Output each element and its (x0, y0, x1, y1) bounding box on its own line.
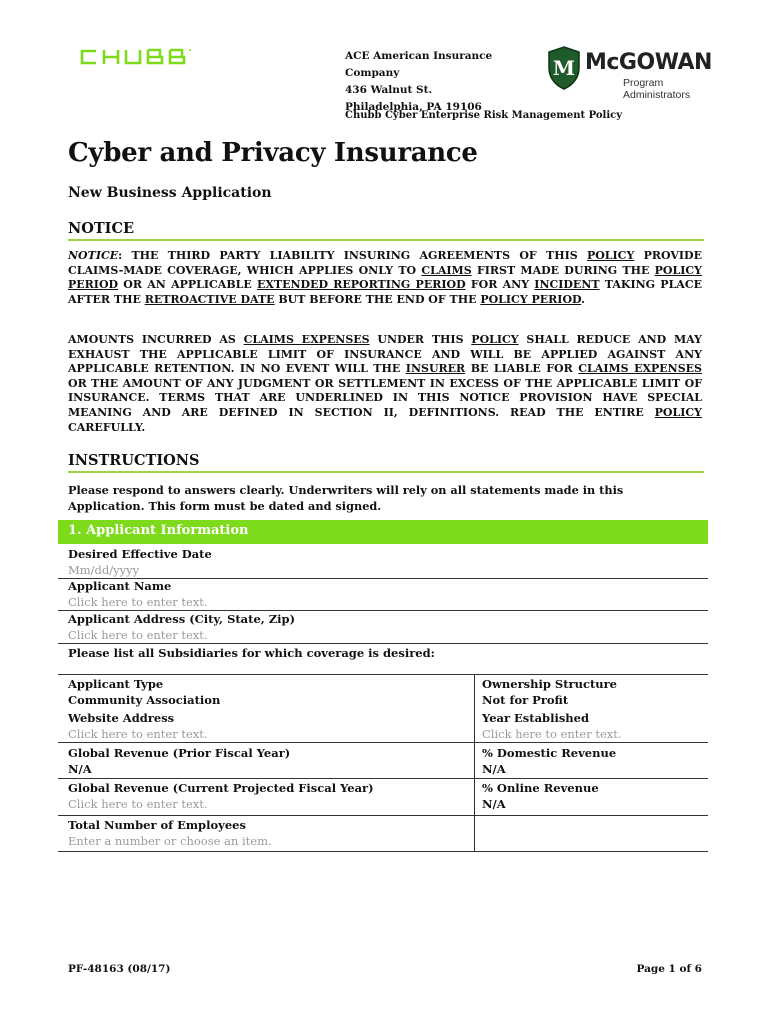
revenue-current-label: Global Revenue (Current Projected Fiscal Year) (68, 781, 374, 795)
online-revenue-label: % Online Revenue (482, 781, 599, 795)
notice-text-run: OR AN APPLICABLE (118, 278, 257, 292)
notice-text-run: FOR ANY (465, 278, 535, 292)
employees-input[interactable]: Enter a number or choose an item. (68, 834, 272, 848)
mcgowan-logo-letter: M (552, 56, 576, 80)
divider (58, 815, 708, 816)
defined-term: CLAIMS EXPENSES (578, 362, 702, 376)
notice-text-run: : THE THIRD PARTY LIABILITY INSURING AGREEMENTS OF THIS (118, 249, 587, 262)
applicant-name-label: Applicant Name (68, 579, 172, 593)
online-revenue-field (482, 780, 599, 812)
page-subtitle: New Business Application (68, 185, 272, 201)
website-field (68, 710, 208, 742)
revenue-prior-field (68, 745, 290, 777)
mcgowan-logo (545, 46, 725, 101)
ownership-value[interactable]: Not for Profit (482, 693, 569, 707)
effective-date-field (68, 546, 212, 578)
year-established-field (482, 710, 622, 742)
applicant-name-field (68, 578, 208, 610)
revenue-prior-label: Global Revenue (Prior Fiscal Year) (68, 746, 291, 760)
defined-term: CLAIMS (421, 263, 472, 277)
page-number: Page 1 of 6 (636, 963, 702, 975)
applicant-info-section-title: 1. Applicant Information (68, 523, 249, 538)
notice-text-run: FIRST MADE DURING THE (471, 263, 655, 277)
company-city: Philadelphia, PA 19106 (345, 101, 482, 113)
applicant-type-label: Applicant Type (68, 677, 164, 691)
ownership-label: Ownership Structure (482, 677, 617, 691)
notice-text-run: UNDER THIS (369, 333, 472, 346)
notice-text-run: . (581, 292, 586, 306)
mcgowan-name: McGOWAN (585, 50, 712, 75)
revenue-current-input[interactable]: Click here to enter text. (68, 797, 208, 811)
effective-date-input[interactable]: Mm/dd/yyyy (68, 563, 140, 577)
notice-text-run: TAKING PLACE AFTER THE (68, 278, 702, 306)
chubb-logo (78, 42, 202, 70)
domestic-revenue-field (482, 745, 616, 777)
subsidiaries-field[interactable] (68, 645, 435, 661)
domestic-revenue-label: % Domestic Revenue (482, 746, 617, 760)
domestic-revenue-value[interactable]: N/A (482, 762, 506, 776)
company-street: 436 Walnut St. (345, 84, 433, 96)
company-name: ACE American Insurance Company (345, 50, 493, 79)
defined-term: INSURER (405, 362, 466, 376)
applicant-address-input[interactable]: Click here to enter text. (68, 628, 208, 642)
notice-paragraph-1 (68, 249, 702, 307)
applicant-type-value[interactable]: Community Association (68, 693, 221, 707)
defined-term: INCIDENT (534, 278, 600, 292)
revenue-prior-value[interactable]: N/A (68, 762, 92, 776)
defined-term: EXTENDED REPORTING PERIOD (256, 278, 466, 292)
notice-text-run: OR THE AMOUNT OF ANY JUDGMENT OR SETTLEMENT IN EXCESS OF THE APPLICABLE LIMIT OF INSURANCE. TERMS THAT ARE UNDERLINED IN THIS NOTICE PROVISION HAVE SPECIAL MEANING AND ARE DEFINED IN SECTION II, DEFINITIONS. READ THE ENTIRE (68, 376, 702, 419)
website-label: Website Address (68, 711, 175, 725)
defined-term: RETROACTIVE DATE (144, 292, 275, 306)
year-established-label: Year Established (482, 711, 590, 725)
defined-term: POLICY PERIOD (480, 292, 582, 306)
online-revenue-value[interactable]: N/A (482, 797, 506, 811)
insurer-address (345, 48, 545, 116)
defined-term: POLICY (586, 249, 635, 262)
year-established-input[interactable]: Click here to enter text. (482, 727, 622, 741)
employees-label: Total Number of Employees (68, 818, 246, 832)
defined-term: POLICY (654, 405, 702, 419)
notice-text-run: NOTICE (68, 249, 119, 262)
subsidiaries-label: Please list all Subsidiaries for which coverage is desired: (68, 646, 435, 660)
form-number: PF-48163 (08/17) (68, 963, 171, 975)
defined-term: CLAIMS EXPENSES (243, 333, 370, 346)
notice-heading: NOTICE (68, 220, 704, 241)
applicant-address-field (68, 611, 295, 643)
notice-text-run: AMOUNTS INCURRED AS (68, 333, 244, 346)
defined-term: POLICY PERIOD (68, 263, 702, 292)
instructions-text: Please respond to answers clearly. Underwriters will rely on all statements made in this Application. This form must be dated and signed. (68, 483, 624, 513)
divider (58, 674, 708, 675)
employees-field (68, 817, 272, 849)
applicant-address-label: Applicant Address (City, State, Zip) (68, 612, 296, 626)
applicant-name-input[interactable]: Click here to enter text. (68, 595, 208, 609)
notice-text-run: BE LIABLE FOR (465, 362, 579, 376)
notice-text-run: SHALL REDUCE AND MAY EXHAUST THE APPLICABLE LIMIT OF INSURANCE AND WILL BE APPLIED AGAINST ANY APPLICABLE RETENTION. IN NO EVENT WILL THE (68, 333, 703, 376)
effective-date-label: Desired Effective Date (68, 547, 212, 561)
notice-text-run: CAREFULLY. (68, 420, 146, 434)
notice-text-run: PROVIDE CLAIMS-MADE COVERAGE, WHICH APPLIES ONLY TO (68, 249, 702, 277)
notice-text-run: BUT BEFORE THE END OF THE (274, 292, 481, 306)
divider (58, 643, 708, 644)
divider (58, 742, 708, 743)
defined-term: POLICY (471, 333, 519, 346)
revenue-current-field (68, 780, 374, 812)
applicant-info-section-bar (58, 520, 708, 544)
mcgowan-shield-icon (547, 46, 581, 90)
page-title: Cyber and Privacy Insurance (68, 138, 478, 168)
divider (58, 778, 708, 779)
policy-name: Chubb Cyber Enterprise Risk Management Policy (345, 110, 623, 121)
applicant-type-field[interactable] (68, 676, 220, 708)
instructions-heading: INSTRUCTIONS (68, 452, 704, 473)
notice-paragraph-2 (68, 333, 702, 435)
mcgowan-subtitle: Program Administrators (623, 77, 691, 101)
column-divider (474, 674, 475, 852)
divider (58, 851, 708, 852)
ownership-field[interactable] (482, 676, 617, 708)
website-input[interactable]: Click here to enter text. (68, 727, 208, 741)
